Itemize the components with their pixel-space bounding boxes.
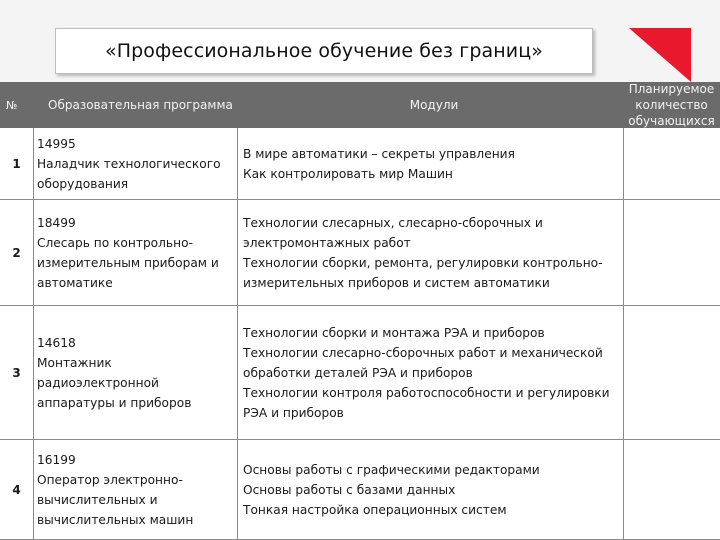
- title-box: [55, 28, 593, 74]
- table-row: [0, 440, 720, 540]
- program-cell: [34, 200, 238, 306]
- count-cell: [624, 306, 720, 440]
- modules-text: В мире автоматики – секреты управления Как контролировать мир Машин: [243, 146, 515, 181]
- modules-cell: [238, 128, 624, 200]
- row-number: 3: [0, 306, 34, 440]
- count-cell: [624, 440, 720, 540]
- count-cell: [624, 128, 720, 200]
- header-program: Образовательная программа: [48, 98, 233, 112]
- table-header: [0, 82, 720, 128]
- row-number: 4: [0, 440, 34, 540]
- program-text: 18499 Слесарь по контрольно- измерительным приборам и автоматике: [37, 215, 219, 290]
- table-row: [0, 128, 720, 200]
- modules-cell: [238, 440, 624, 540]
- header-count: Планируемое количество обучающихся: [628, 82, 715, 128]
- count-cell: [624, 200, 720, 306]
- program-text: 14995 Наладчик технологического оборудования: [37, 136, 221, 191]
- program-cell: [34, 440, 238, 540]
- row-number: 1: [0, 128, 34, 200]
- header-num: №: [6, 98, 18, 112]
- modules-text: Технологии сборки и монтажа РЭА и приборов Технологии слесарно-сборочных работ и механической обработки деталей РЭА и приборов Технологии контроля работоспособности и регулировки РЭА и приборов: [243, 325, 610, 420]
- modules-text: Технологии слесарных, слесарно-сборочных и электромонтажных работ Технологии сборки, ремонта, регулировки контрольно- измерительных приборов и систем автоматики: [243, 215, 603, 290]
- program-text: 14618 Монтажник радиоэлектронной аппаратуры и приборов: [37, 335, 192, 410]
- program-text: 16199 Оператор электронно- вычислительных и вычислительных машин: [37, 452, 194, 527]
- logo-icon: [629, 28, 691, 82]
- modules-cell: [238, 200, 624, 306]
- table-row: [0, 306, 720, 440]
- program-cell: [34, 128, 238, 200]
- table-row: [0, 200, 720, 306]
- row-number: 2: [0, 200, 34, 306]
- modules-cell: [238, 306, 624, 440]
- program-cell: [34, 306, 238, 440]
- header-modules: Модули: [409, 98, 459, 112]
- modules-text: Основы работы с графическими редакторами Основы работы с базами данных Тонкая настройка операционных систем: [243, 462, 540, 517]
- page-title: «Профессиональное обучение без границ»: [105, 40, 543, 62]
